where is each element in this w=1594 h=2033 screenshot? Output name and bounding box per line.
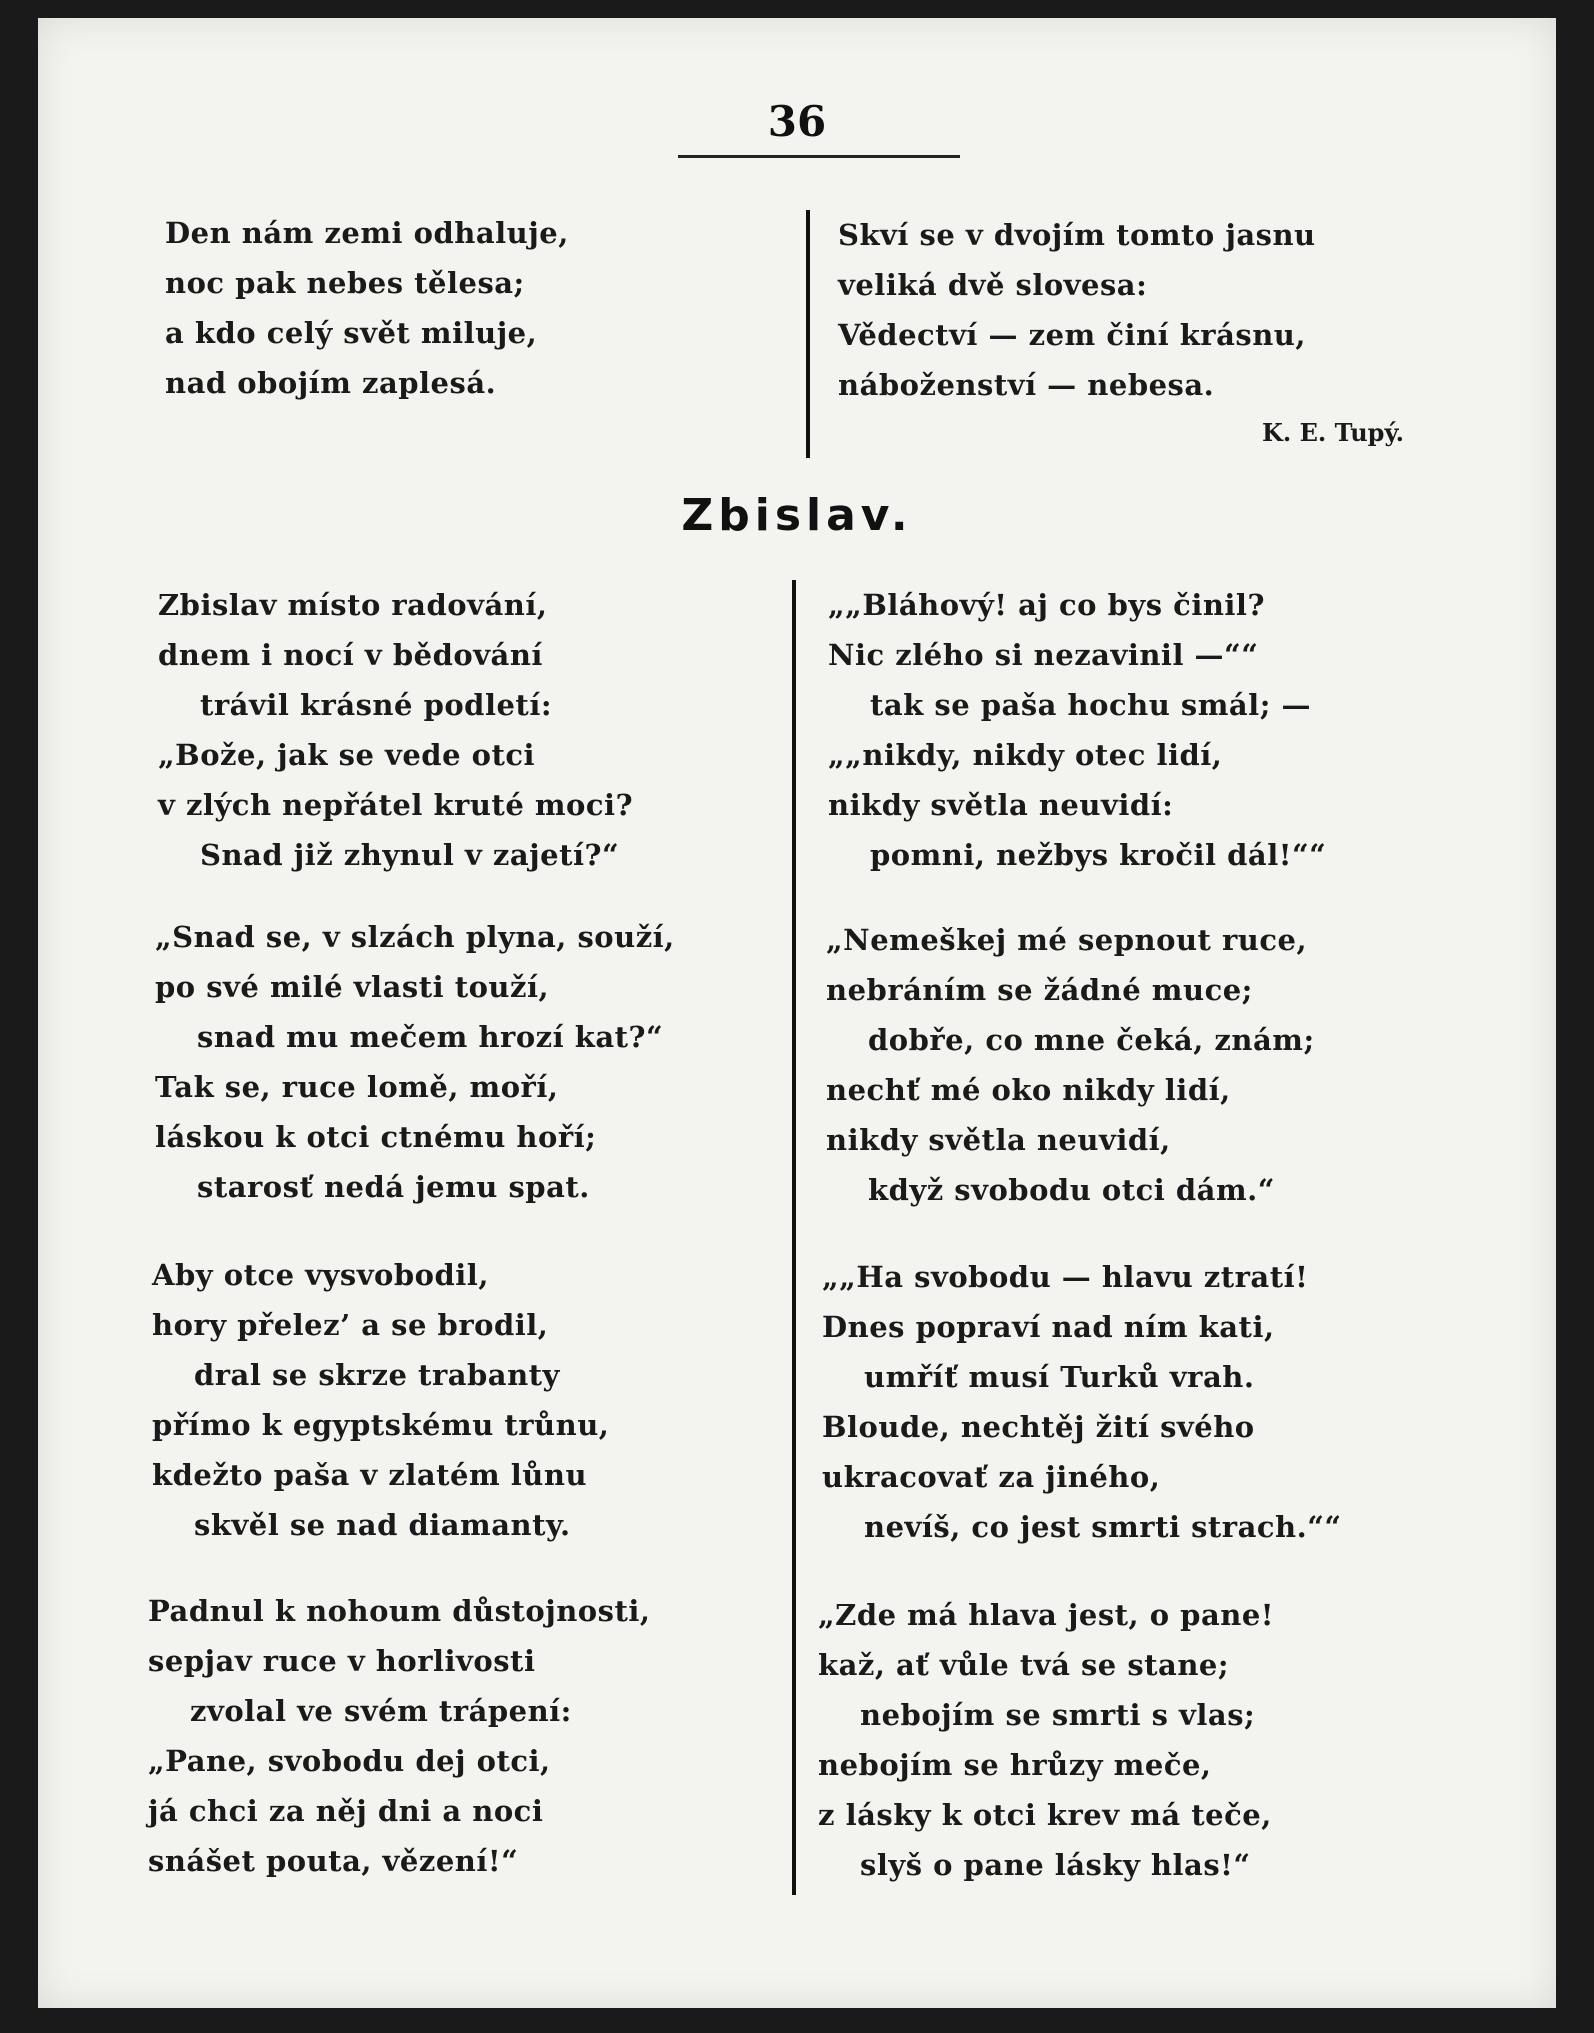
verse-line: nevíš, co jest smrti strach.““ bbox=[864, 1510, 1342, 1544]
verse-line: Bloude, nechtěj žití svého bbox=[822, 1410, 1255, 1444]
verse-line: ukracovať za jiného, bbox=[822, 1460, 1161, 1494]
verse-line: já chci za něj dni a noci bbox=[148, 1794, 544, 1828]
verse-line: starosť nedá jemu spat. bbox=[197, 1170, 590, 1204]
column-divider bbox=[806, 210, 810, 458]
left-stanza-4 bbox=[148, 1586, 650, 1886]
verse-line: „Snad se, v slzách plyna, souží, bbox=[155, 920, 675, 954]
verse-line: hory přelez’ a se brodil, bbox=[152, 1308, 549, 1342]
author-signature: K. E. Tupý. bbox=[1262, 418, 1405, 447]
verse-line: slyš o pane lásky hlas!“ bbox=[860, 1848, 1251, 1882]
right-stanza-4 bbox=[818, 1590, 1274, 1890]
poem-title: Zbislav. bbox=[681, 490, 913, 541]
verse-line: z lásky k otci krev má teče, bbox=[818, 1798, 1272, 1832]
verse-line: a kdo celý svět miluje, bbox=[165, 316, 538, 350]
right-stanza-1 bbox=[828, 580, 1326, 880]
top-poem-left-stanza bbox=[165, 208, 569, 408]
verse-line: přímo k egyptskému trůnu, bbox=[152, 1408, 610, 1442]
verse-line: „„Bláhový! aj co bys činil? bbox=[828, 588, 1265, 622]
verse-line: umříť musí Turků vrah. bbox=[864, 1360, 1255, 1394]
verse-line: dobře, co mne čeká, znám; bbox=[868, 1023, 1315, 1057]
verse-line: „Nemeškej mé sepnout ruce, bbox=[826, 923, 1308, 957]
verse-line: nebojím se smrti s vlas; bbox=[860, 1698, 1256, 1732]
verse-line: nebráním se žádné muce; bbox=[826, 973, 1253, 1007]
verse-line: skvěl se nad diamanty. bbox=[194, 1508, 571, 1542]
verse-line: veliká dvě slovesa: bbox=[838, 268, 1148, 302]
verse-line: nechť mé oko nikdy lidí, bbox=[826, 1073, 1231, 1107]
verse-line: Padnul k nohoum důstojnosti, bbox=[148, 1594, 651, 1628]
verse-line: tak se paša hochu smál; — bbox=[870, 688, 1312, 722]
verse-line: kdežto paša v zlatém lůnu bbox=[152, 1458, 588, 1492]
verse-line: Snad již zhynul v zajetí?“ bbox=[200, 838, 620, 872]
verse-line: v zlých nepřátel kruté moci? bbox=[158, 788, 634, 822]
verse-line: „Zde má hlava jest, o pane! bbox=[818, 1598, 1275, 1632]
verse-line: zvolal ve svém trápení: bbox=[190, 1694, 572, 1728]
verse-line: kaž, ať vůle tvá se stane; bbox=[818, 1648, 1230, 1682]
verse-line: snášet pouta, vězení!“ bbox=[148, 1844, 519, 1878]
right-stanza-2 bbox=[826, 915, 1315, 1215]
verse-line: po své milé vlasti touží, bbox=[155, 970, 550, 1004]
verse-line: Dnes popraví nad ním kati, bbox=[822, 1310, 1275, 1344]
left-stanza-1 bbox=[158, 580, 633, 880]
verse-line: „Bože, jak se vede otci bbox=[158, 738, 536, 772]
top-poem-right-stanza bbox=[838, 210, 1316, 410]
verse-line: nikdy světla neuvidí: bbox=[828, 788, 1174, 822]
page-number-rule bbox=[678, 155, 960, 158]
verse-line: Vědectví — zem činí krásnu, bbox=[838, 318, 1306, 352]
verse-line: trávil krásné podletí: bbox=[200, 688, 553, 722]
page-number: 36 bbox=[767, 97, 827, 146]
verse-line: „„Ha svobodu — hlavu ztratí! bbox=[822, 1260, 1309, 1294]
verse-line: Skví se v dvojím tomto jasnu bbox=[838, 218, 1316, 252]
verse-line: láskou k otci ctnému hoří; bbox=[155, 1120, 597, 1154]
left-stanza-2 bbox=[155, 912, 675, 1212]
verse-line: Aby otce vysvobodil, bbox=[152, 1258, 489, 1292]
verse-line: nikdy světla neuvidí, bbox=[826, 1123, 1171, 1157]
verse-line: snad mu mečem hrozí kat?“ bbox=[197, 1020, 664, 1054]
verse-line: Tak se, ruce lomě, moří, bbox=[155, 1070, 559, 1104]
verse-line: dnem i nocí v bědování bbox=[158, 638, 543, 672]
verse-line: nad obojím zaplesá. bbox=[165, 366, 497, 400]
right-stanza-3 bbox=[822, 1252, 1342, 1552]
column-divider bbox=[792, 580, 796, 1895]
verse-line: Den nám zemi odhaluje, bbox=[165, 216, 569, 250]
verse-line: Zbislav místo radování, bbox=[158, 588, 548, 622]
verse-line: „„nikdy, nikdy otec lidí, bbox=[828, 738, 1223, 772]
verse-line: noc pak nebes tělesa; bbox=[165, 266, 525, 300]
verse-line: náboženství — nebesa. bbox=[838, 368, 1215, 402]
left-stanza-3 bbox=[152, 1250, 609, 1550]
verse-line: dral se skrze trabanty bbox=[194, 1358, 560, 1392]
verse-line: nebojím se hrůzy meče, bbox=[818, 1748, 1212, 1782]
verse-line: sepjav ruce v horlivosti bbox=[148, 1644, 536, 1678]
verse-line: když svobodu otci dám.“ bbox=[868, 1173, 1275, 1207]
verse-line: pomni, nežbys kročil dál!““ bbox=[870, 838, 1327, 872]
verse-line: Nic zlého si nezavinil —““ bbox=[828, 638, 1259, 672]
verse-line: „Pane, svobodu dej otci, bbox=[148, 1744, 551, 1778]
